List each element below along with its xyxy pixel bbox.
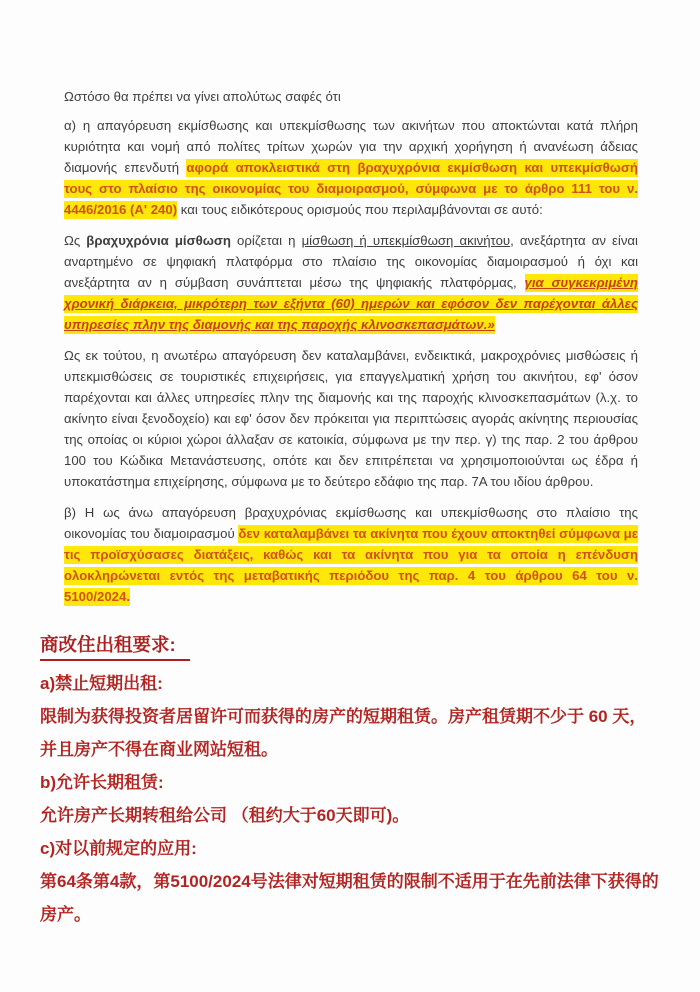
greek-para-a-segment: και τους ειδικότερους ορισμούς που περιλαμβάνονται σε αυτό: xyxy=(177,202,543,217)
chinese-section-heading: 商改住出租要求: xyxy=(40,633,190,661)
greek-para-definition xyxy=(64,230,638,335)
greek-para-b-segment: δεν καταλαμβάνει τα ακίνητα που έχουν αποκτηθεί σύμφωνα με τις προϊσχύσασες διατάξεις, καθώς και τα ακίνητα που για τα οποία η επένδυση ολοκληρώνεται εντός της μεταβατικής περιόδου της παρ. 4 του άρθρου 64 του ν. 5100/2024. xyxy=(64,526,638,604)
greek-para-exceptions xyxy=(64,345,638,492)
greek-para-definition-segment: Ως xyxy=(64,233,87,248)
greek-intro-line xyxy=(64,86,638,107)
greek-intro-line-segment: Ωστόσο θα πρέπει να γίνει απολύτως σαφές ότι xyxy=(64,89,341,104)
greek-para-b xyxy=(64,502,638,607)
greek-para-definition-segment: μίσθωση ή υπεκμίσθωση ακινήτου xyxy=(301,233,511,248)
greek-para-definition-segment: ορίζεται η xyxy=(230,233,302,248)
greek-para-a xyxy=(64,115,638,220)
chinese-item-label-2: b)允许长期租赁: xyxy=(40,773,164,792)
greek-para-a-segment: αφορά αποκλειστικά στη βραχυχρόνια εκμίσθωση και υπεκμίσθωσή τους στο πλαίσιο της οικονομίας του διαμοιρασμού, σύμφωνα με το άρθρο 111 του ν. 4446/2016 (Α' 240) xyxy=(64,160,638,217)
chinese-item-label-1: a)禁止短期出租: xyxy=(40,674,163,693)
greek-para-b-segment: β) Η ως άνω απαγόρευση βραχυχρόνιας εκμίσθωσης και υπεκμίσθωσης στο πλαίσιο της οικονομίας του διαμοιρασμού xyxy=(64,505,638,541)
greek-para-definition-segment: , ανεξάρτητα αν είναι αναρτημένο σε ψηφιακή πλατφόρμα στο πλαίσιο της οικονομίας διαμοιρασμού ή όχι και ανεξάρτητα αν η σύμβαση συνάπτεται μέσω της ψηφιακής πλατφόρμας, xyxy=(64,233,638,290)
greek-para-definition-segment: για συγκεκριμένη χρονική διάρκεια, μικρότερη των εξήντα (60) ημερών και εφόσον δεν παρέχονται άλλες υπηρεσίες πλην της διαμονής και της παροχής κλινοσκεπασμάτων.» xyxy=(64,275,638,332)
chinese-item-body-2: 允许房产长期转租给公司 （租约大于60天即可)。 xyxy=(40,806,410,825)
greek-para-definition-segment: βραχυχρόνια μίσθωση xyxy=(86,233,231,248)
chinese-item-body-1: 限制为获得投资者居留许可而获得的房产的短期租赁。房产租赁期不少于 60 天，并且房产不得在商业网站短租。 xyxy=(40,707,647,759)
chinese-requirement-blocks xyxy=(40,667,660,931)
greek-legal-text xyxy=(64,0,638,607)
chinese-item-label-3: c)对以前规定的应用: xyxy=(40,839,197,858)
chinese-item-body-3: 第64条第4款，第5100/2024号法律对短期租赁的限制不适用于在先前法律下获得的房产。 xyxy=(40,872,659,924)
chinese-summary xyxy=(40,629,660,931)
greek-para-exceptions-segment: Ως εκ τούτου, η ανωτέρω απαγόρευση δεν καταλαμβάνει, ενδεικτικά, μακροχρόνιες μισθώσεις ή υπεκμισθώσεις σε τουριστικές επιχειρήσεις, για επαγγελματική χρήση του ακινήτου, εφ' όσον παρέχονται και άλλες υπηρεσίες πλην της διαμονής και της παροχής κλινοσκεπασμάτων (λ.χ. το ακίνητο είναι ξενοδοχείο) και εφ' όσον δεν πρόκειται για περιπτώσεις αγοράς ακίνητης περιουσίας της οποίας οι κύριοι χώροι άλλαξαν σε κατοικία, σύμφωνα με την περ. γ) της παρ. 2 του άρθρου 100 του Κώδικα Μετανάστευσης, οπότε και δεν επιτρέπεται να χρησιμοποιούνται ως έδρα ή υποκατάστημα επιχείρησης, σύμφωνα με το δεύτερο εδάφιο της παρ. 7Α του ιδίου άρθρου. xyxy=(64,348,638,489)
greek-para-a-segment: α) η απαγόρευση εκμίσθωσης και υπεκμίσθωσης των ακινήτων που αποκτώνται κατά πλήρη κυριότητα και νομή από πολίτες τρίτων χωρών για την αρχική χορήγηση ή ανανέωση άδειας διαμονής επενδυτή xyxy=(64,118,638,175)
